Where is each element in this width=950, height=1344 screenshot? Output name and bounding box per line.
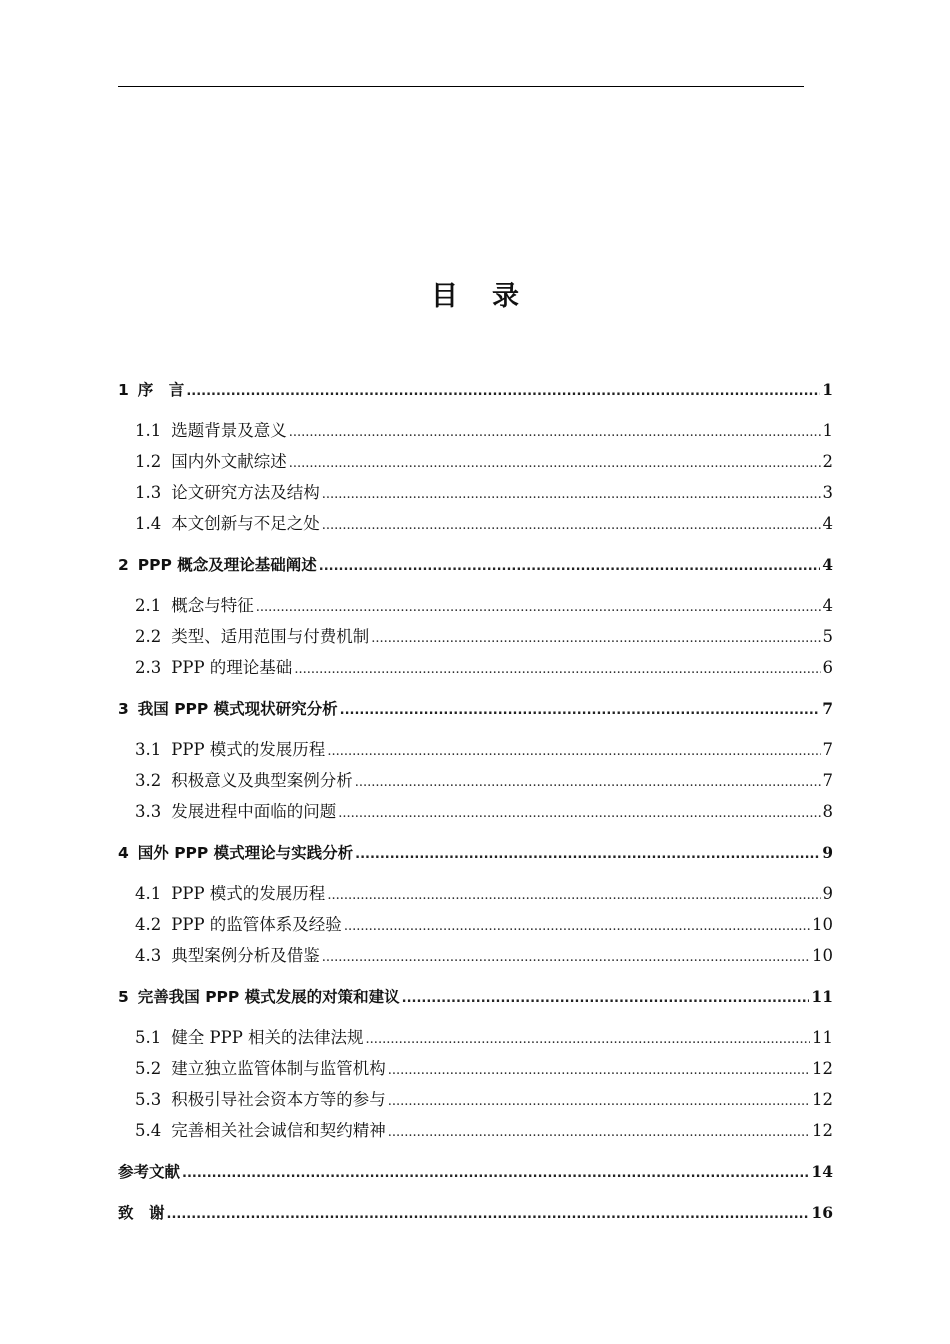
toc-page-number: 5 — [822, 627, 833, 646]
toc-chapter-entry[interactable] — [118, 693, 833, 724]
toc-entry-number: 3.1 — [135, 740, 162, 759]
toc-page-number: 10 — [812, 915, 833, 934]
toc-entry-title: 类型、适用范围与付费机制 — [171, 627, 370, 646]
dot-leader — [186, 375, 820, 407]
toc-section-entry[interactable] — [118, 1084, 833, 1115]
toc-entry-title: PPP 模式的发展历程 — [171, 740, 326, 759]
dot-leader — [289, 415, 821, 448]
toc-section-entry[interactable] — [118, 446, 833, 477]
dot-leader — [355, 838, 820, 870]
toc-chapter-entry[interactable] — [118, 549, 833, 580]
dot-leader — [322, 477, 821, 510]
toc-entry-number: 5.2 — [135, 1059, 162, 1078]
toc-entry-number: 4.1 — [135, 884, 162, 903]
toc-section-entry[interactable] — [118, 477, 833, 508]
toc-entry-title: 致 谢 — [118, 1204, 165, 1222]
toc-entry-number: 5.4 — [135, 1121, 162, 1140]
toc-entry-title: PPP 的理论基础 — [171, 658, 293, 677]
toc-section-entry[interactable] — [118, 621, 833, 652]
toc-entry-number: 5.1 — [135, 1028, 162, 1047]
toc-entry-number: 5.3 — [135, 1090, 162, 1109]
dot-leader — [340, 694, 821, 726]
toc-entry-number: 5 — [118, 988, 129, 1006]
toc-entry-title: 参考文献 — [118, 1163, 181, 1181]
toc-page-number: 12 — [812, 1059, 833, 1078]
toc-entry-title: PPP 概念及理论基础阐述 — [137, 556, 317, 574]
toc-chapter-entry[interactable] — [118, 1156, 833, 1187]
toc-page-number: 4 — [822, 514, 833, 533]
table-of-contents — [118, 374, 833, 1228]
page-title: 目录 — [431, 281, 553, 312]
dot-leader — [371, 621, 820, 654]
dot-leader — [355, 765, 821, 798]
toc-entry-title: 完善相关社会诚信和契约精神 — [171, 1121, 386, 1140]
toc-page-number: 16 — [811, 1203, 833, 1222]
toc-entry-number: 4 — [118, 844, 129, 862]
toc-entry-number: 1.3 — [135, 483, 162, 502]
toc-section-entry[interactable] — [118, 765, 833, 796]
toc-page-number: 1 — [822, 421, 833, 440]
dot-leader — [344, 909, 810, 942]
toc-entry-title: 本文创新与不足之处 — [171, 514, 320, 533]
toc-section-entry[interactable] — [118, 1053, 833, 1084]
header-rule — [118, 86, 804, 87]
toc-page-number: 14 — [811, 1162, 833, 1181]
toc-entry-title: 积极引导社会资本方等的参与 — [171, 1090, 386, 1109]
toc-entry-title: 论文研究方法及结构 — [171, 483, 320, 502]
toc-entry-number: 3 — [118, 700, 129, 718]
toc-entry-title: 典型案例分析及借鉴 — [171, 946, 320, 965]
toc-section-entry[interactable] — [118, 1115, 833, 1146]
toc-page-number: 7 — [822, 699, 833, 718]
toc-page-number: 4 — [822, 596, 833, 615]
dot-leader — [294, 652, 820, 685]
toc-entry-number: 1.1 — [135, 421, 162, 440]
toc-section-entry[interactable] — [118, 940, 833, 971]
toc-entry-title: 选题背景及意义 — [171, 421, 287, 440]
toc-page-number: 9 — [822, 843, 833, 862]
toc-section-entry[interactable] — [118, 909, 833, 940]
dot-leader — [256, 590, 821, 623]
toc-entry-number: 3.2 — [135, 771, 162, 790]
dot-leader — [319, 550, 820, 582]
dot-leader — [388, 1115, 810, 1148]
toc-entry-title: PPP 的监管体系及经验 — [171, 915, 342, 934]
toc-page-number: 3 — [822, 483, 833, 502]
dot-leader — [322, 940, 810, 973]
toc-entry-number: 2 — [118, 556, 129, 574]
toc-page-number: 1 — [822, 380, 833, 399]
toc-entry-number: 4.2 — [135, 915, 162, 934]
toc-page-number: 9 — [822, 884, 833, 903]
toc-section-entry[interactable] — [118, 878, 833, 909]
toc-entry-number: 2.2 — [135, 627, 162, 646]
toc-page-number: 7 — [822, 771, 833, 790]
toc-page-number: 12 — [812, 1121, 833, 1140]
dot-leader — [366, 1022, 810, 1055]
toc-entry-number: 1.4 — [135, 514, 162, 533]
toc-entry-title: 概念与特征 — [171, 596, 254, 615]
toc-page-number: 6 — [822, 658, 833, 677]
dot-leader — [327, 734, 820, 767]
toc-page-number: 4 — [822, 555, 833, 574]
toc-entry-number: 4.3 — [135, 946, 162, 965]
toc-entry-title: 国外 PPP 模式理论与实践分析 — [137, 844, 354, 862]
toc-page-number: 10 — [812, 946, 833, 965]
toc-page-number: 11 — [811, 987, 833, 1006]
dot-leader — [402, 982, 810, 1014]
toc-chapter-entry[interactable] — [118, 837, 833, 868]
toc-section-entry[interactable] — [118, 415, 833, 446]
toc-entry-title: 积极意义及典型案例分析 — [171, 771, 353, 790]
toc-entry-title: 建立独立监管体制与监管机构 — [171, 1059, 386, 1078]
dot-leader — [388, 1053, 810, 1086]
toc-section-entry[interactable] — [118, 652, 833, 683]
toc-entry-title: 发展进程中面临的问题 — [171, 802, 337, 821]
toc-entry-number: 1 — [118, 381, 129, 399]
toc-chapter-entry[interactable] — [118, 374, 833, 405]
toc-page-number: 2 — [822, 452, 833, 471]
toc-entry-title: 序 言 — [137, 381, 185, 399]
toc-page-number: 8 — [822, 802, 833, 821]
dot-leader — [322, 508, 821, 541]
dot-leader — [182, 1157, 809, 1189]
toc-section-entry[interactable] — [118, 734, 833, 765]
toc-entry-title: PPP 模式的发展历程 — [171, 884, 326, 903]
toc-entry-title: 完善我国 PPP 模式发展的对策和建议 — [137, 988, 400, 1006]
toc-entry-title: 健全 PPP 相关的法律法规 — [171, 1028, 364, 1047]
toc-entry-number: 2.3 — [135, 658, 162, 677]
dot-leader — [338, 796, 820, 829]
toc-page-number: 12 — [812, 1090, 833, 1109]
dot-leader — [388, 1084, 810, 1117]
toc-chapter-entry[interactable] — [118, 1197, 833, 1228]
dot-leader — [167, 1198, 810, 1230]
toc-page-number: 11 — [812, 1028, 833, 1047]
toc-entry-title: 我国 PPP 模式现状研究分析 — [137, 700, 338, 718]
toc-entry-number: 2.1 — [135, 596, 162, 615]
toc-entry-number: 1.2 — [135, 452, 162, 471]
toc-page-number: 7 — [822, 740, 833, 759]
toc-entry-title: 国内外文献综述 — [171, 452, 287, 471]
toc-section-entry[interactable] — [118, 590, 833, 621]
toc-section-entry[interactable] — [118, 796, 833, 827]
dot-leader — [327, 878, 820, 911]
dot-leader — [289, 446, 821, 479]
toc-section-entry[interactable] — [118, 508, 833, 539]
toc-entry-number: 3.3 — [135, 802, 162, 821]
toc-chapter-entry[interactable] — [118, 981, 833, 1012]
toc-section-entry[interactable] — [118, 1022, 833, 1053]
